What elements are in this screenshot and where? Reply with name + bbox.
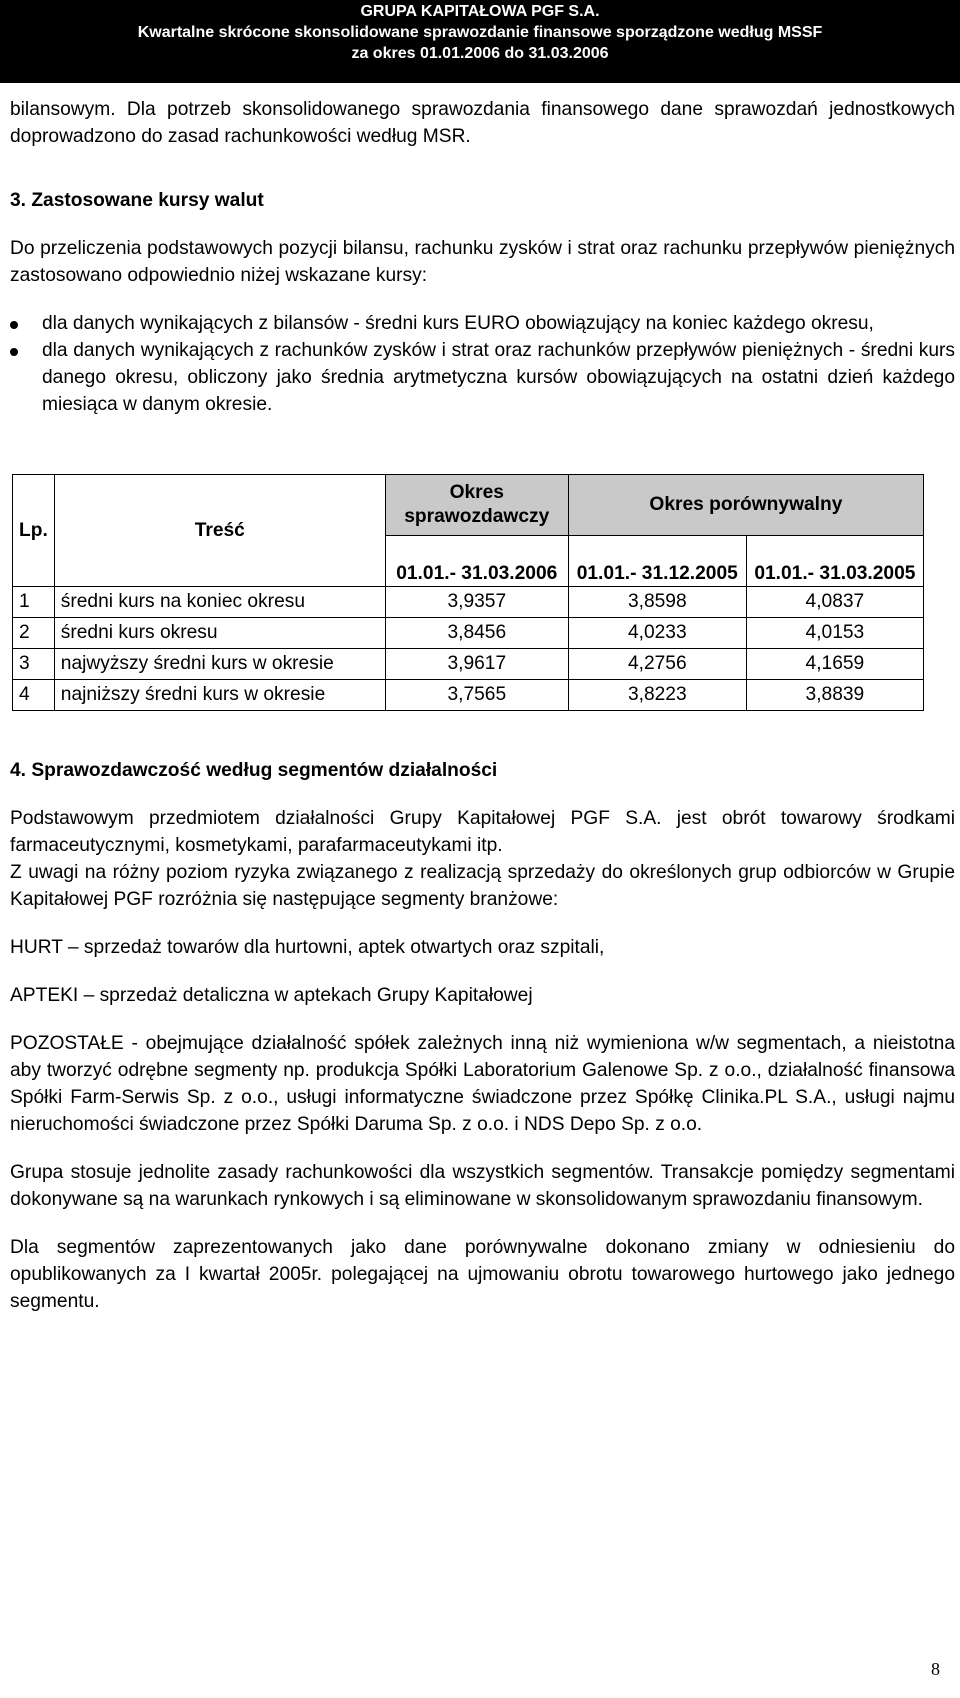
col-header-okres-sprawozdawczy: Okres sprawozdawczy: [385, 475, 568, 536]
cell-value: 4,0153: [746, 618, 923, 649]
cell-lp: 1: [13, 587, 55, 618]
section-3-paragraph: Do przeliczenia podstawowych pozycji bilansu, rachunku zysków i strat oraz rachunku przepływów pieniężnych zastosowano odpowiednio niżej wskazane kursy:: [10, 238, 955, 286]
col-header-okres-porownywalny: Okres porównywalny: [568, 475, 923, 536]
page-number: 8: [931, 1659, 940, 1679]
cell-value: 3,9617: [385, 649, 568, 680]
cell-value: 3,7565: [385, 680, 568, 711]
cell-value: 3,8839: [746, 680, 923, 711]
period-header-3: 01.01.- 31.03.2005: [746, 536, 923, 587]
segment-pozostale: POZOSTAŁE - obejmujące działalność spółek zależnych inną niż wymieniona w/w segmentach, a nieistotna aby tworzyć odrębne segmenty np. produkcja Spółki Laboratorium Galenowe Sp. z o.o., działalność finansowa Spółki Farm-Serwis Sp. z o.o., usługi informatyczne świadczone przez Spółkę Clinika.PL S.A., usługi najmu nieruchomości świadczone przez Spółki Daruma Sp. z o.o. i NDS Depo Sp. z o.o.: [10, 1033, 955, 1135]
bullet-text: dla danych wynikających z rachunków zysków i strat oraz rachunków przepływów pieniężnych - średni kurs danego okresu, obliczony jako średnia arytmetyczna kursów obowiązujących na ostatni dzień każdego miesiąca w danym okresie.: [42, 340, 955, 415]
cell-value: 3,8456: [385, 618, 568, 649]
cell-value: 4,2756: [568, 649, 746, 680]
cell-lp: 4: [13, 680, 55, 711]
list-item: [10, 310, 955, 337]
cell-tresc: średni kurs na koniec okresu: [54, 587, 385, 618]
cell-lp: 3: [13, 649, 55, 680]
page-header: [0, 0, 960, 83]
cell-value: 3,8598: [568, 587, 746, 618]
table-row: [13, 680, 924, 711]
report-period: za okres 01.01.2006 do 31.03.2006: [351, 45, 609, 62]
section-4-paragraph-3: Grupa stosuje jednolite zasady rachunkowości dla wszystkich segmentów. Transakcje pomiędzy segmentami dokonywane są na warunkach rynkowych i są eliminowane w skonsolidowanym sprawozdaniu finansowym.: [10, 1162, 955, 1210]
col-header-tresc: Treść: [54, 475, 385, 587]
table-row: [13, 649, 924, 680]
section-3-heading: 3. Zastosowane kursy walut: [10, 190, 264, 211]
bullet-icon: [10, 348, 18, 356]
cell-value: 4,0233: [568, 618, 746, 649]
cell-tresc: średni kurs okresu: [54, 618, 385, 649]
cell-value: 4,0837: [746, 587, 923, 618]
segment-hurt: HURT – sprzedaż towarów dla hurtowni, aptek otwartych oraz szpitali,: [10, 937, 605, 958]
table-row: [13, 618, 924, 649]
table-row: [13, 587, 924, 618]
document-body: [10, 96, 955, 1315]
bullet-text: dla danych wynikających z bilansów - średni kurs EURO obowiązujący na koniec każdego okresu,: [42, 313, 874, 334]
cell-value: 3,9357: [385, 587, 568, 618]
section-4-heading: 4. Sprawozdawczość według segmentów działalności: [10, 760, 498, 781]
cell-tresc: najwyższy średni kurs w okresie: [54, 649, 385, 680]
cell-lp: 2: [13, 618, 55, 649]
exchange-rates-table: [12, 474, 924, 711]
section-4-paragraph-2: Z uwagi na różny poziom ryzyka związanego z realizacją sprzedaży do określonych grup odbiorców w Grupie Kapitałowej PGF rozróżnia się następujące segmenty branżowe:: [10, 862, 955, 910]
intro-paragraph: bilansowym. Dla potrzeb skonsolidowanego sprawozdania finansowego dane sprawozdań jednostkowych doprowadzono do zasad rachunkowości według MSR.: [10, 99, 955, 147]
bullet-icon: [10, 321, 18, 329]
list-item: [10, 337, 955, 418]
cell-tresc: najniższy średni kurs w okresie: [54, 680, 385, 711]
col-header-lp: Lp.: [13, 475, 55, 587]
company-name: GRUPA KAPITAŁOWA PGF S.A.: [360, 3, 600, 20]
period-header-1: 01.01.- 31.03.2006: [385, 536, 568, 587]
section-4-paragraph-4: Dla segmentów zaprezentowanych jako dane porównywalne dokonano zmiany w odniesieniu do opublikowanych za I kwartał 2005r. polegającej na ujmowaniu obrotu towarowego hurtowego jako jednego segmentu.: [10, 1237, 955, 1312]
period-header-2: 01.01.- 31.12.2005: [568, 536, 746, 587]
report-title: Kwartalne skrócone skonsolidowane sprawozdanie finansowe sporządzone według MSSF: [137, 24, 823, 41]
cell-value: 4,1659: [746, 649, 923, 680]
cell-value: 3,8223: [568, 680, 746, 711]
segment-apteki: APTEKI – sprzedaż detaliczna w aptekach Grupy Kapitałowej: [10, 985, 533, 1006]
section-4-paragraph-1: Podstawowym przedmiotem działalności Grupy Kapitałowej PGF S.A. jest obrót towarowy środkami farmaceutycznymi, kosmetykami, parafarmaceutykami itp.: [10, 808, 955, 856]
rates-bullet-list: [10, 310, 955, 418]
